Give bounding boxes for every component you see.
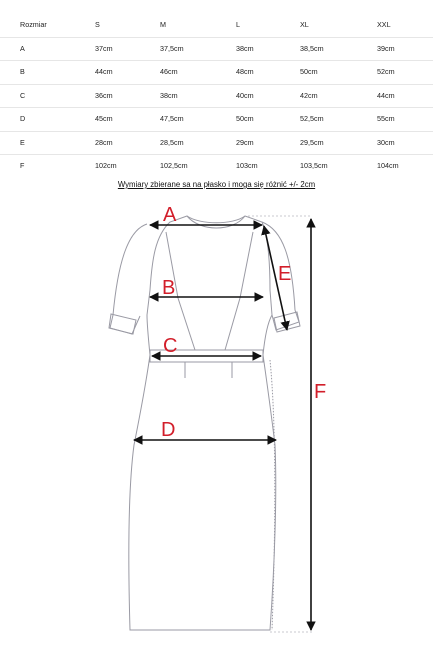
- header-xl: XL: [300, 20, 309, 29]
- table-cell: 47,5cm: [160, 114, 184, 123]
- label-f: F: [314, 381, 327, 403]
- table-cell: E: [20, 137, 25, 147]
- table-cell: 45cm: [95, 114, 113, 123]
- table-cell: 102cm: [95, 161, 117, 170]
- table-cell: 46cm: [160, 67, 178, 76]
- table-cell: 103,5cm: [300, 161, 328, 170]
- header-xxl: XXL: [377, 20, 391, 29]
- table-cell: 38,5cm: [300, 43, 324, 53]
- table-cell: 103cm: [236, 161, 258, 170]
- table-cell: 44cm: [377, 90, 395, 100]
- table-cell: 50cm: [300, 67, 318, 76]
- table-cell: 28cm: [95, 137, 113, 147]
- table-cell: 37,5cm: [160, 43, 184, 53]
- table-cell: A: [20, 43, 25, 53]
- label-c: C: [163, 335, 178, 357]
- bodice-right-seam: [225, 232, 253, 350]
- table-cell: 28,5cm: [160, 137, 184, 147]
- label-e: E: [278, 263, 292, 285]
- measurement-note: Wymiary zbierane sa na płasko i moga się różnić +/- 2cm: [117, 180, 316, 189]
- table-cell: 37cm: [95, 43, 113, 53]
- table-cell: C: [20, 90, 26, 100]
- table-cell: 38cm: [236, 43, 254, 53]
- table-cell: 44cm: [95, 67, 113, 76]
- header-l: L: [236, 20, 240, 29]
- table-cell: B: [20, 67, 25, 76]
- table-cell: F: [20, 161, 25, 170]
- table-cell: 39cm: [377, 43, 395, 53]
- table-cell: 50cm: [236, 114, 254, 123]
- table-cell: 29cm: [236, 137, 254, 147]
- left-sleeve: [110, 224, 147, 334]
- header-m: M: [160, 20, 166, 29]
- table-cell: 40cm: [236, 90, 254, 100]
- neckline: [187, 216, 245, 223]
- table-cell: D: [20, 114, 26, 123]
- label-d: D: [161, 419, 176, 441]
- table-cell: 52cm: [377, 67, 395, 76]
- label-a: A: [163, 204, 177, 226]
- table-cell: 55cm: [377, 114, 395, 123]
- table-cell: 42cm: [300, 90, 318, 100]
- dress-body-outline: [129, 216, 276, 630]
- table-cell: 48cm: [236, 67, 254, 76]
- table-cell: 30cm: [377, 137, 395, 147]
- table-cell: 104cm: [377, 161, 399, 170]
- table-cell: 38cm: [160, 90, 178, 100]
- dress-outline: [109, 216, 300, 630]
- table-cell: 29,5cm: [300, 137, 324, 147]
- header-s: S: [95, 20, 100, 29]
- header-size: Rozmiar: [20, 20, 47, 29]
- table-cell: 52,5cm: [300, 114, 324, 123]
- label-b: B: [162, 277, 176, 299]
- table-cell: 36cm: [95, 90, 113, 100]
- table-cell: 102,5cm: [160, 161, 188, 170]
